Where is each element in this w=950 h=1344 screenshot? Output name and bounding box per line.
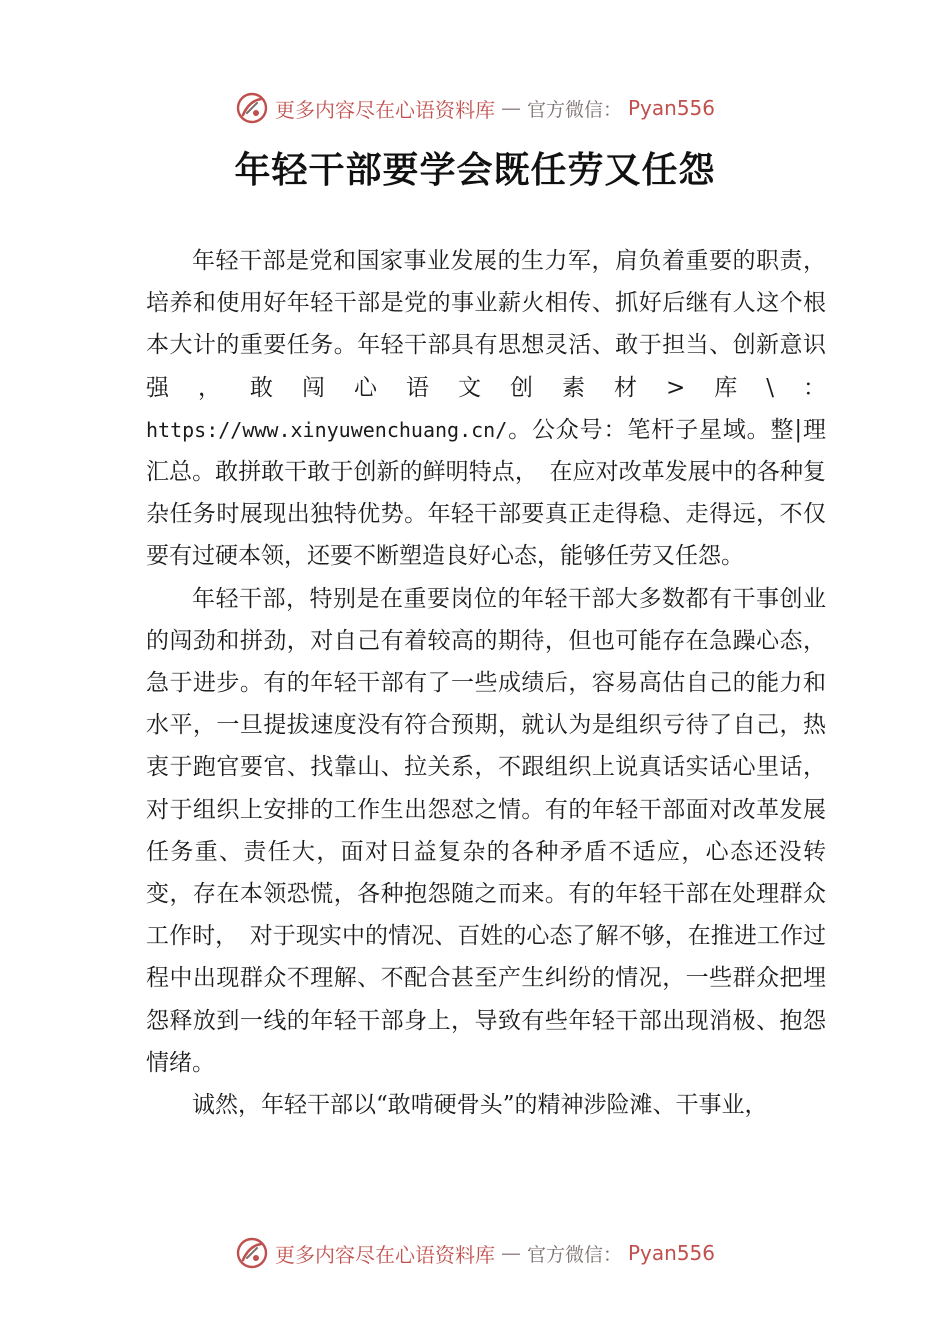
header-banner: [0, 88, 950, 128]
paragraph-2: 年轻干部，特别是在重要岗位的年轻干部大多数都有干事创业的闯劲和拼劲，对自己有着较高的期待，但也可能存在急躁心态，急于进步。有的年轻干部有了一些成绩后，容易高估自己的能力和水平，一旦提拔速度没有符合预期，就认为是组织亏待了自己，热衷于跑官要官、找靠山、拉关系，不跟组织上说真话实话心里话，对于组织上安排的工作生出怨怼之情。有的年轻干部面对改革发展任务重、责任大，面对日益复杂的各种矛盾不适应，心态还没转变，存在本领恐慌，各种抱怨随之而来。有的年轻干部在处理群众工作时， 对于现实中的情况、百姓的心态了解不够，在推进工作过程中出现群众不理解、不配合甚至产生纠纷的情况，一些群众把埋怨释放到一线的年轻干部身上，导致有些年轻干部出现消极、抱怨情绪。: [146, 585, 826, 1076]
paragraph-1-text-b: 。公众号：笔杆子星域。整|理汇总。敢拼敢干敢于创新的鲜明特点， 在应对改革发展中的各种复杂任务时展现出独特优势。年轻干部要真正走得稳、走得远，不仅要有过硬本领，还要不断塑造良好心态，能够任劳又任怨。: [146, 416, 826, 570]
banner-wechat-id: Pyan556: [628, 1241, 716, 1265]
banner-wechat-id: Pyan556: [628, 96, 716, 120]
banner-wechat-label: 官方微信：: [526, 98, 622, 121]
paragraph-1: [146, 240, 826, 578]
logo-icon: [235, 91, 269, 125]
paragraph-3: 诚然，年轻干部以“敢啃硬骨头”的精神涉险滩、干事业，: [192, 1092, 768, 1119]
banner-wechat-label: 官方微信：: [526, 1243, 622, 1266]
banner-brand-text: 更多内容尽在心语资料库: [274, 1242, 495, 1267]
article-body: [146, 240, 826, 1126]
banner-brand-text: 更多内容尽在心语资料库: [274, 97, 495, 122]
page-title: 年轻干部要学会既任劳又任怨: [234, 149, 716, 191]
banner-separator: —: [500, 1241, 521, 1265]
footer-banner: [0, 1233, 950, 1273]
logo-icon: [235, 1236, 269, 1270]
paragraph-1-text-a: 年轻干部是党和国家事业发展的生力军，肩负着重要的职责，培养和使用好年轻干部是党的事业薪火相传、抓好后继有人这个根本大计的重要任务。年轻干部具有思想灵活、敢于担当、创新意识强，敢闯心语文创素材>库\：: [146, 248, 826, 401]
banner-separator: —: [500, 96, 521, 120]
source-url: https://www.xinyuwenchuang.cn/: [146, 417, 508, 442]
